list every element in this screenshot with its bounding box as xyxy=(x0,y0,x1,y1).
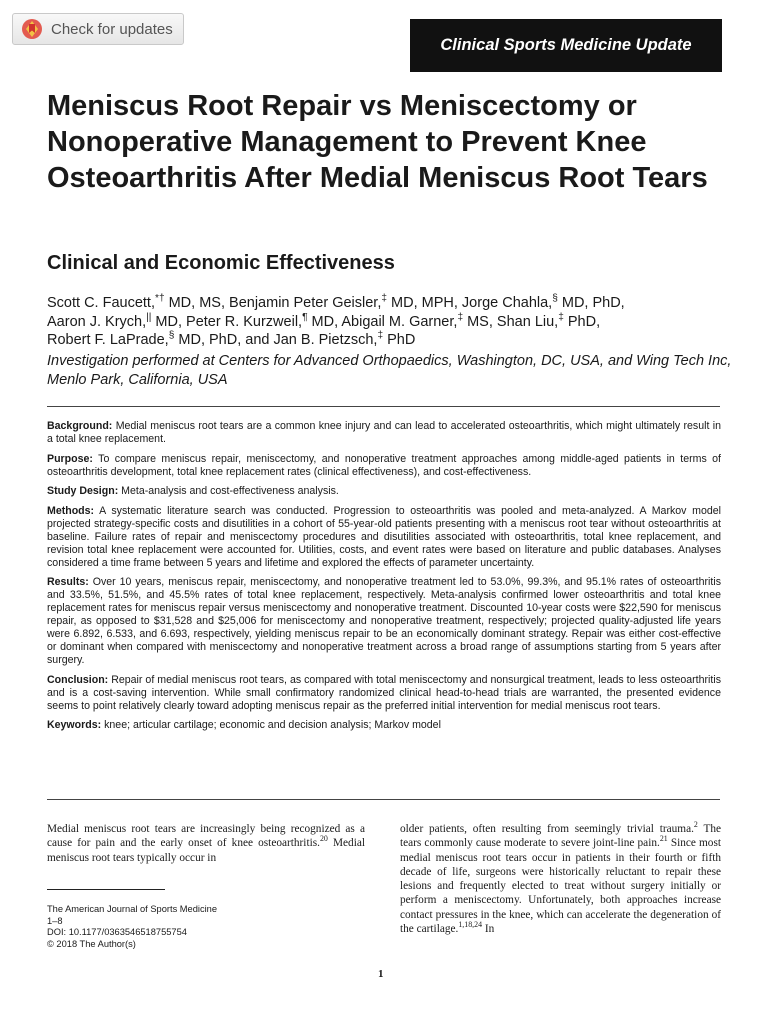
author-list xyxy=(47,294,747,350)
citation[interactable]: 20 xyxy=(319,834,328,844)
abstract-purpose: Purpose: To compare meniscus repair, meniscectomy, and nonoperative treatment approaches among middle-aged patients in terms of osteoarthritis development, total knee replacement rates (clinical effectiveness), and cost-effectiveness. xyxy=(47,452,721,478)
author: Jan B. Pietzsch,‡ PhD xyxy=(273,330,416,348)
abstract-background: Background: Medial meniscus root tears are a common knee injury and can lead to accelerated osteoarthritis, which might ultimately result in a total knee replacement. xyxy=(47,420,721,445)
abstract xyxy=(47,420,721,739)
author: Aaron J. Krych,|| MD, xyxy=(47,311,187,330)
crossmark-icon xyxy=(21,18,43,40)
author: Shan Liu,‡ PhD, xyxy=(496,311,601,330)
doi[interactable]: DOI: 10.1177/0363546518755754 xyxy=(47,927,187,938)
abstract-keywords: Keywords: knee; articular cartilage; economic and decision analysis; Markov model xyxy=(47,719,441,731)
footnote-rule xyxy=(47,889,165,890)
abstract-results: Results: Over 10 years, meniscus repair, meniscectomy, and nonoperative treatment led to 53.0%, 99.3%, and 95.1% rates of osteoarthritis and 33.5%, 51.5%, and 45.5% rates of total knee replacement, respectively. Meta-analysis confirmed lower osteoarthritis and total knee replacement rates for meniscus repair versus meniscectomy and nonoperative treatment. Discounted 10-year costs were $22,590 for meniscus repair, as opposed to $31,528 and $25,006 for meniscectomy and nonoperative treatment, respectively; projected quality-adjusted life years were 6.892, 6.533, and 6.693, respectively, yielding meniscus repair to be an economically dominant strategy. Repair was either cost-effective or dominant when compared with meniscectomy and nonoperative treatment across a broad range of assumptions starting from 5 years after surgery. xyxy=(47,576,721,666)
article-title: Meniscus Root Repair vs Meniscectomy or Nonoperative Management to Prevent Knee Osteoarthritis After Medial Meniscus Root Tears xyxy=(47,90,708,194)
check-for-updates-label: Check for updates xyxy=(51,20,173,38)
author: Benjamin Peter Geisler,‡ MD, MPH, xyxy=(229,293,462,311)
author: Abigail M. Garner,‡ MS, xyxy=(341,311,497,330)
citation[interactable]: 1,18,24 xyxy=(458,920,483,930)
body-column-right: older patients, often resulting from seemingly trivial trauma.$^2$ The tears commonly cause moderate to severe joint-line pain.$^{21}$ Since most medial meniscus root tears occur in patients in their fourth or fifth decade of life, surgeons were historically reluctant to repair these lesions and frequently elected to treat without surgery initially or perform a meniscectomy. Unfortunately, both approaches increase contact pressures in the knee, which can accelerate the degeneration of the cartilage.$^{1,18,24}$ In xyxy=(400,820,722,936)
citation[interactable]: 2 xyxy=(693,820,698,830)
author: Scott C. Faucett,*† MD, MS, xyxy=(47,293,230,311)
page-range: 1–8 xyxy=(47,915,63,926)
section-banner: Clinical Sports Medicine Update xyxy=(410,19,722,72)
author: Peter R. Kurzweil,¶ MD, xyxy=(186,311,342,330)
abstract-study-design: Study Design: Meta-analysis and cost-effectiveness analysis. xyxy=(47,485,339,497)
check-for-updates-button[interactable] xyxy=(12,13,184,45)
copyright: © 2018 The Author(s) xyxy=(47,938,136,949)
journal-name: The American Journal of Sports Medicine xyxy=(47,904,218,914)
author: Jorge Chahla,§ MD, PhD, xyxy=(461,293,625,311)
abstract-methods: Methods: A systematic literature search was conducted. Progression to osteoarthritis was pooled and meta-analyzed. A Markov model projected strategy-specific costs and disutilities in a cohort of 55-year-old patients presenting with a meniscus root tear without osteoarthritis at baseline. Failure rates of repair and meniscectomy procedures and disutilities associated with osteoarthritis, total knee replacement, and revision total knee replacement were accounted for. Utilities, costs, and event rates were based on literature and public databases. Analyses considered a time frame between 5 years and lifetime and explored the effects of parameter uncertainty. xyxy=(47,504,721,569)
article-subtitle: Clinical and Economic Effectiveness xyxy=(47,252,395,274)
page-number: 1 xyxy=(378,968,384,980)
author: Robert F. LaPrade,§ MD, PhD, and xyxy=(47,330,274,348)
affiliation: Investigation performed at Centers for Advanced Orthopaedics, Washington, DC, USA, and Wing Tech Inc, Menlo Park, California, USA xyxy=(47,353,732,388)
footnote xyxy=(47,904,307,950)
body-column-left: Medial meniscus root tears are increasingly being recognized as a cause for pain and the early onset of knee osteoarthritis.$^{20}$ Medial meniscus root tears typically occur in xyxy=(47,823,365,864)
abstract-conclusion: Conclusion: Repair of medial meniscus root tears, as compared with total meniscectomy and nonsurgical treatment, leads to less osteoarthritis and is a cost-saving intervention. While small confirmatory randomized clinical head-to-head trials are warranted, the presented evidence seems to point relatively clearly toward adopting meniscus repair as the preferred initial intervention for medial meniscus root tears. xyxy=(47,673,721,712)
abstract-top-rule xyxy=(47,406,720,407)
citation[interactable]: 21 xyxy=(659,834,668,844)
abstract-bottom-rule xyxy=(47,799,720,800)
